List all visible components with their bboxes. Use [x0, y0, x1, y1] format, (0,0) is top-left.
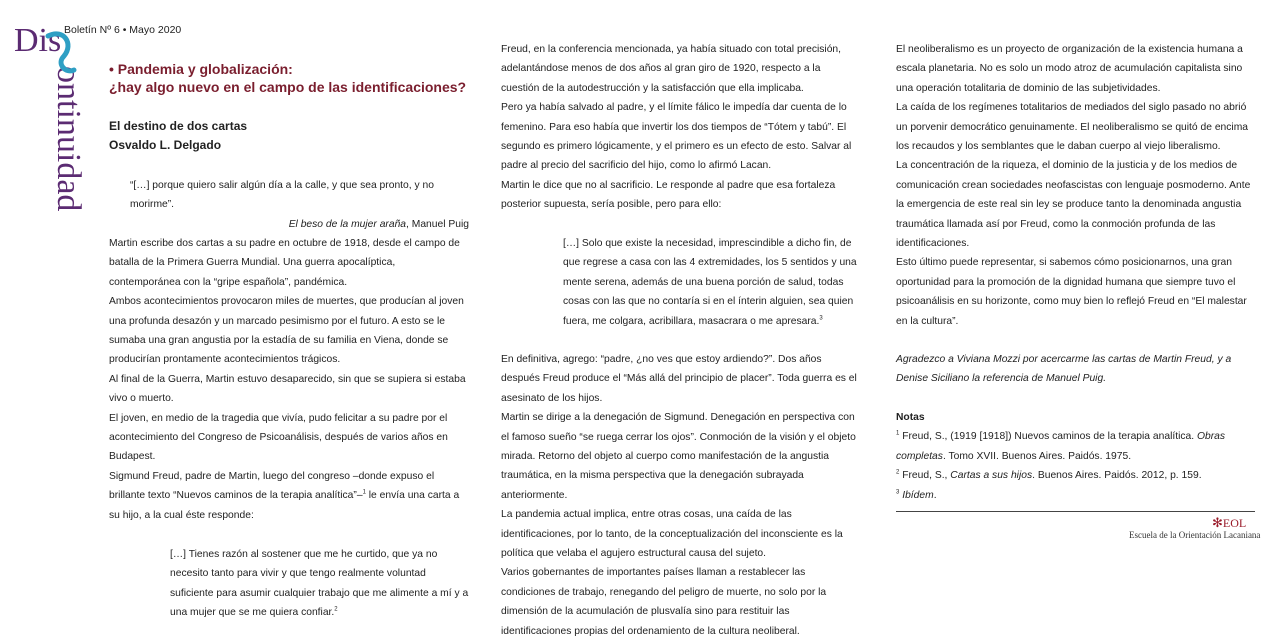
footnote-ref-3: 3	[819, 315, 823, 322]
column-1	[109, 234, 469, 525]
bulletin-label: Boletín Nº 6 • Mayo 2020	[64, 24, 182, 36]
eol-logo	[1212, 514, 1252, 530]
col3-paragraph-2: La caída de los regímenes totalitarios de mediados del siglo pasado no abrió un porvenir democrático genuinamente. El neoliberalismo se quitó de encima los recaudos y los semblantes que le daban cuerpo al viejo liberalismo.	[896, 102, 1249, 153]
col2-paragraph-4: En definitiva, agrego: “padre, ¿no ves que estoy ardiendo?”. Dos años después Freud produce el “Más allá del principio de placer”. Toda guerra es el asesinato de los hijos.	[501, 354, 857, 404]
note-2-title: Cartas a sus hijos	[950, 470, 1033, 482]
note-1-rest: . Tomo XVII. Buenos Aires. Paidós. 1975.	[942, 450, 1132, 462]
article-title	[109, 60, 489, 96]
col1-p5-text: Sigmund Freud, padre de Martin, luego del congreso –donde expuso el brillante texto “Nuevos caminos de la terapia analítica”–	[109, 470, 435, 502]
column-3	[896, 40, 1256, 331]
col1-quote-text: […] Tienes razón al sostener que me he curtido, que ya no necesito tanto para vivir y que tengo realmente voluntad suficiente para asumir cualquier trabajo que me alimente a mí y a una mujer que se me quiera confiar.	[170, 549, 469, 619]
epigraph-source-author: , Manuel Puig	[406, 218, 469, 230]
note-1	[896, 427, 1256, 466]
col3-paragraph-4: Esto último puede representar, si sabemos cómo posicionarnos, una gran oportunidad para la promoción de la dignidad humana que siempre tuvo el psicoanálisis en su horizonte, como muy bien lo reflejó Freud en “El malestar en la cultura”.	[896, 257, 1247, 327]
epigraph	[130, 176, 469, 234]
acknowledgement-text: Agradezco a Viviana Mozzi por acercarme las cartas de Martin Freud, y a Denise Siciliano la referencia de Manuel Puig.	[896, 354, 1232, 385]
col2-paragraph-2: Pero ya había salvado al padre, y el límite fálico le impedía dar cuenta de lo femenino. Para eso había que invertir los dos tiempos de “Tótem y tabú”. El segundo es primero lógicamente, y el primero es un efecto de esto. Salvar al padre al precio del sacrificio del hijo, como lo afirmó Lacan.	[501, 102, 852, 172]
note-2-text: Freud, S.,	[899, 470, 951, 482]
col2-paragraph-7: Varios gobernantes de importantes países llaman a restablecer las condiciones de trabajo, renegando del peligro de muerte, no solo por la dimensión de la acumulación de plusvalía sino para restituir las identificaciones propias del ordenamiento de la cultura neoliberal.	[501, 567, 827, 637]
note-3	[896, 486, 1256, 505]
col1-paragraph-5	[109, 467, 469, 525]
epigraph-source	[130, 215, 469, 234]
col1-paragraph-4: El joven, en medio de la tragedia que vivía, pudo felicitar a su padre por el acontecimiento del Congreso de Psicoanálisis, después de varios años en Budapest.	[109, 412, 448, 463]
col3-paragraph-3: La concentración de la riqueza, el dominio de la justicia y de los medios de comunicación crean sociedades neofascistas con lenguaje posmoderno. Ante la emergencia de este real sin ley se produce tanto la denominada angustia traumática llamada así por Freud, como la conmoción profunda de las identificaciones.	[896, 160, 1251, 250]
footer-divider	[896, 511, 1255, 512]
column-2-continued	[501, 350, 859, 641]
eol-emblem-icon: ✻	[1212, 515, 1223, 530]
col1-paragraph-3: Al final de la Guerra, Martin estuvo desaparecido, sin que se supiera si estaba vivo o muerto.	[109, 373, 466, 405]
svg-text:Dis: Dis	[14, 22, 62, 59]
note-1-number: 1	[896, 430, 900, 437]
note-3-number: 3	[896, 489, 900, 496]
col1-paragraph-1: Martin escribe dos cartas a su padre en octubre de 1918, desde el campo de batalla de la Primera Guerra Mundial. Una guerra apocalíptica, contemporánea con la “gripe española”, pandémica.	[109, 238, 460, 288]
epigraph-quote: “[…] porque quiero salir algún día a la calle, y que sea pronto, y no morirme”.	[130, 180, 434, 211]
footnote-ref-1: 1	[362, 489, 366, 496]
article-subtitle: El destino de dos cartas	[109, 119, 248, 133]
epigraph-source-title: El beso de la mujer araña	[288, 218, 407, 230]
svg-text:ontinuidad: ontinuidad	[50, 66, 87, 212]
col2-quote-text: […] Solo que existe la necesidad, imprescindible a dicho fin, de que regrese a casa con las 4 extremidades, los 5 sentidos y una mente serena, además de una buena porción de salud, todas cosas con las que no contaría si en el ínterin alguien, sea quien fuera, me colgara, acribillara, masacrara o me apresara.	[563, 238, 857, 327]
eol-caption: Escuela de la Orientación Lacaniana	[1129, 530, 1261, 540]
acknowledgement	[896, 350, 1256, 389]
footnote-ref-2: 2	[334, 606, 338, 613]
note-1-title: Obras completas	[896, 431, 1226, 462]
col2-block-quote	[563, 234, 859, 331]
col1-block-quote	[170, 545, 470, 623]
discontinuidad-logo	[12, 14, 92, 219]
column-2	[501, 40, 859, 215]
eol-text: EOL	[1222, 516, 1247, 530]
note-2-rest: . Buenos Aires. Paidós. 2012, p. 159.	[1032, 470, 1202, 482]
note-3-title: Ibídem	[902, 489, 934, 501]
col1-paragraph-2: Ambos acontecimientos provocaron miles de muertes, que producían al joven una profunda desazón y un marcado pesimismo por el futuro. A esto se le sumaba una gran angustia por la estadía de su familia en Viena, donde se producirían prontamente acontecimientos trágicos.	[109, 296, 464, 366]
col2-paragraph-5: Martin se dirige a la denegación de Sigmund. Denegación en perspectiva con el famoso sueño “se ruega cerrar los ojos”. Conmoción de la visión y el objeto mirada. Retorno del objeto al cuerpo como manifestación de la angustia traumática, en la misma perspectiva que la denegación subrayada anteriormente.	[501, 412, 856, 501]
notes-section	[896, 408, 1256, 505]
col1-p5-end: le envía una carta a su hijo, a la cual éste responde:	[109, 490, 460, 521]
note-1-text: Freud, S., (1919 [1918]) Nuevos caminos de la terapia analítica.	[899, 431, 1197, 443]
title-line-2: ¿hay algo nuevo en el campo de las identificaciones?	[109, 79, 467, 95]
note-2-number: 2	[896, 469, 900, 476]
note-2	[896, 466, 1256, 485]
article-author: Osvaldo L. Delgado	[109, 138, 222, 152]
note-3-rest: .	[933, 489, 937, 501]
col2-paragraph-1: Freud, en la conferencia mencionada, ya había situado con total precisión, adelantándose menos de dos años al gran giro de 1920, respecto a la cuestión de la autodestrucción y la satisfacción que ella implicaba.	[501, 44, 842, 94]
notes-title: Notas	[896, 412, 925, 423]
title-line-1: • Pandemia y globalización:	[109, 61, 293, 77]
col2-paragraph-6: La pandemia actual implica, entre otras cosas, una caída de las identificaciones, por lo tanto, de la conceptualización del inconsciente es la política que velaba el agujero estructural causa del sujeto.	[501, 509, 843, 560]
col3-paragraph-1: El neoliberalismo es un proyecto de organización de la existencia humana a escala planetaria. No es solo un modo atroz de acumulación capitalista sino una operación totalitaria de dominio de las subjetividades.	[896, 44, 1243, 94]
col2-paragraph-3: Martin le dice que no al sacrificio. Le responde al padre que esa fortaleza posterior supuesta, sería posible, pero para ello:	[501, 179, 836, 211]
